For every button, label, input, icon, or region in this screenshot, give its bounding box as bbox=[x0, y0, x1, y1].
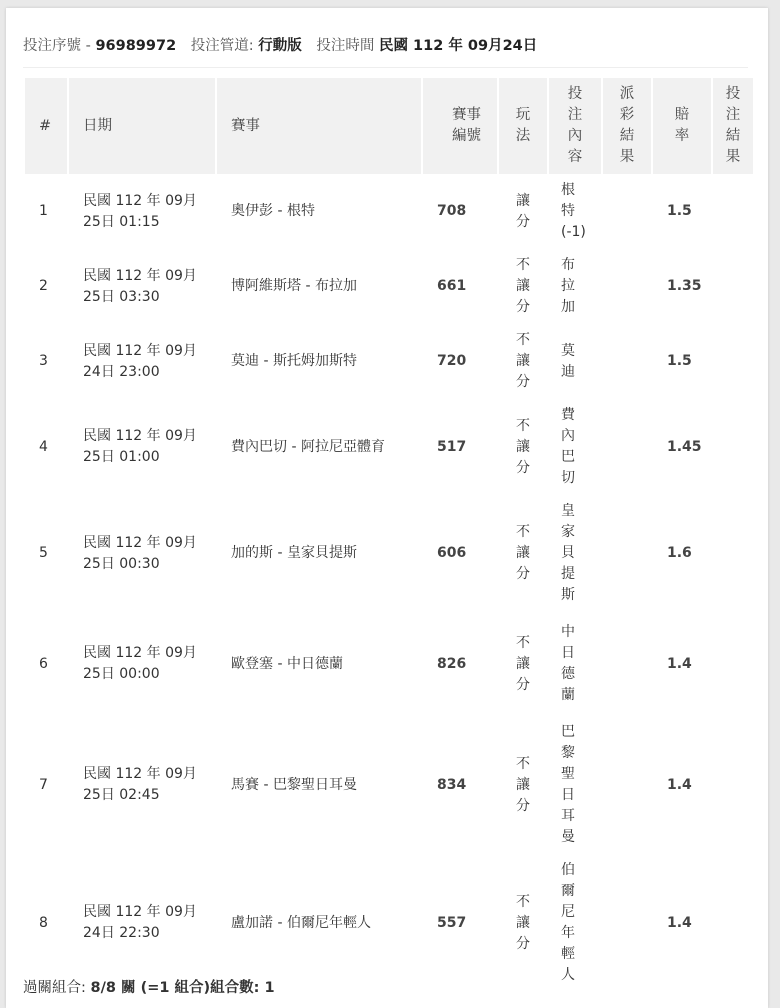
header-char: 派 bbox=[619, 86, 635, 102]
row-pick bbox=[549, 249, 601, 324]
row-pick bbox=[549, 174, 601, 249]
time-line: 24日 22:30 bbox=[83, 925, 160, 941]
play-char: 分 bbox=[516, 935, 530, 952]
play-char: 不 bbox=[516, 417, 530, 434]
col-pick bbox=[549, 78, 601, 174]
col-code bbox=[423, 78, 497, 174]
row-pick bbox=[549, 854, 601, 992]
parlay-count: 1 bbox=[264, 980, 275, 996]
pick-char: 聖 bbox=[561, 766, 575, 782]
row-payout bbox=[603, 612, 651, 716]
header-char: 注 bbox=[567, 107, 583, 123]
row-odds: 1.4 bbox=[667, 776, 692, 793]
pick-char: 日 bbox=[561, 645, 575, 661]
row-date bbox=[69, 612, 215, 716]
bet-summary-header bbox=[23, 34, 768, 55]
time-value: 民國 112 年 09月24日 bbox=[379, 38, 538, 54]
row-result bbox=[713, 249, 753, 324]
row-result bbox=[713, 612, 753, 716]
col-odds bbox=[653, 78, 711, 174]
row-date bbox=[69, 854, 215, 992]
row-num: 3 bbox=[39, 353, 48, 369]
header-divider bbox=[23, 67, 748, 68]
table-row bbox=[25, 249, 753, 324]
pick-char: 輕 bbox=[561, 946, 575, 962]
date-line: 民國 112 年 09月 bbox=[83, 645, 197, 661]
col-payout bbox=[603, 78, 651, 174]
pick-char: 費 bbox=[561, 407, 575, 423]
row-pick bbox=[549, 399, 601, 495]
play-char: 不 bbox=[516, 257, 530, 273]
play-char: 不 bbox=[516, 755, 530, 772]
row-num: 5 bbox=[39, 545, 48, 561]
row-odds: 1.4 bbox=[667, 914, 692, 931]
pick-char: 中 bbox=[561, 624, 575, 640]
table-row bbox=[25, 324, 753, 399]
pick-char: 莫 bbox=[561, 342, 575, 359]
table-header-row bbox=[25, 78, 753, 174]
play-char: 不 bbox=[516, 524, 530, 540]
bet-table bbox=[23, 78, 755, 992]
pick-char: 日 bbox=[561, 787, 575, 803]
pick-char: 尼 bbox=[561, 904, 575, 920]
row-num: 2 bbox=[39, 278, 48, 294]
row-match: 盧加諾 - 伯爾尼年輕人 bbox=[231, 914, 371, 931]
col-match: 賽事 bbox=[217, 78, 421, 174]
time-line: 24日 23:00 bbox=[83, 363, 160, 380]
pick-char: 加 bbox=[561, 299, 575, 315]
row-result bbox=[713, 174, 753, 249]
row-match: 莫迪 - 斯托姆加斯特 bbox=[231, 353, 357, 369]
header-char: 編號 bbox=[452, 128, 481, 144]
row-result bbox=[713, 854, 753, 992]
date-line: 民國 112 年 09月 bbox=[83, 428, 197, 444]
table-row bbox=[25, 716, 753, 854]
time-line: 25日 00:00 bbox=[83, 666, 160, 682]
row-odds: 1.6 bbox=[667, 545, 692, 561]
pick-char: 家 bbox=[561, 524, 575, 540]
pick-char: 蘭 bbox=[561, 687, 575, 703]
row-play bbox=[499, 495, 547, 612]
play-char: 分 bbox=[516, 299, 530, 315]
row-payout bbox=[603, 174, 651, 249]
table-row bbox=[25, 495, 753, 612]
time-line: 25日 03:30 bbox=[83, 288, 160, 305]
row-date bbox=[69, 174, 215, 249]
row-code: 661 bbox=[437, 278, 467, 294]
row-code: 834 bbox=[437, 776, 467, 793]
play-char: 不 bbox=[516, 332, 530, 348]
row-match: 馬賽 - 巴黎聖日耳曼 bbox=[231, 776, 357, 793]
parlay-summary bbox=[23, 976, 275, 997]
time-line: 25日 01:15 bbox=[83, 213, 160, 230]
header-char: 玩 bbox=[515, 107, 531, 123]
row-play bbox=[499, 174, 547, 249]
date-line: 民國 112 年 09月 bbox=[83, 534, 197, 551]
play-char: 讓 bbox=[516, 353, 530, 369]
pick-char: 人 bbox=[561, 967, 575, 983]
channel-value: 行動版 bbox=[258, 38, 302, 54]
pick-char: 拉 bbox=[561, 278, 575, 294]
serial-value: 96989972 bbox=[95, 38, 177, 54]
channel-label: 投注管道: bbox=[190, 38, 254, 54]
pick-char: 特 bbox=[561, 203, 575, 219]
pick-char: 巴 bbox=[561, 449, 575, 465]
play-char: 分 bbox=[516, 797, 530, 814]
bet-detail-card bbox=[6, 8, 768, 1008]
row-play bbox=[499, 399, 547, 495]
row-num: 8 bbox=[39, 914, 48, 931]
row-date bbox=[69, 399, 215, 495]
header-char: 結 bbox=[619, 128, 635, 144]
pick-char: 耳 bbox=[561, 808, 575, 824]
pick-char: 皇 bbox=[561, 503, 575, 519]
row-pick bbox=[549, 612, 601, 716]
parlay-rest: 關 (=1 組合)組合數: bbox=[115, 980, 265, 996]
row-payout bbox=[603, 854, 651, 992]
play-char: 不 bbox=[516, 634, 530, 651]
play-char: 讓 bbox=[516, 914, 530, 931]
row-code: 517 bbox=[437, 438, 467, 455]
play-char: 讓 bbox=[516, 278, 530, 294]
header-char: 果 bbox=[619, 149, 635, 165]
table-row bbox=[25, 612, 753, 716]
row-pick bbox=[549, 324, 601, 399]
row-play bbox=[499, 716, 547, 854]
date-line: 民國 112 年 09月 bbox=[83, 904, 197, 920]
row-play bbox=[499, 324, 547, 399]
row-num: 6 bbox=[39, 655, 48, 672]
row-code: 708 bbox=[437, 203, 467, 219]
row-play bbox=[499, 854, 547, 992]
row-num: 7 bbox=[39, 776, 48, 793]
play-char: 讓 bbox=[516, 192, 530, 209]
row-pick bbox=[549, 495, 601, 612]
pick-char: 爾 bbox=[561, 883, 575, 899]
row-match: 歐登塞 - 中日德蘭 bbox=[231, 655, 343, 672]
row-odds: 1.4 bbox=[667, 655, 692, 672]
play-char: 分 bbox=[516, 676, 530, 693]
row-num: 4 bbox=[39, 438, 48, 455]
row-result bbox=[713, 399, 753, 495]
row-play bbox=[499, 249, 547, 324]
time-line: 25日 00:30 bbox=[83, 555, 160, 572]
row-num: 1 bbox=[39, 203, 48, 219]
row-result bbox=[713, 495, 753, 612]
pick-char: 切 bbox=[561, 470, 575, 486]
header-char: 內 bbox=[567, 128, 583, 144]
row-match: 博阿維斯塔 - 布拉加 bbox=[231, 278, 357, 294]
row-code: 606 bbox=[437, 545, 467, 561]
pick-char: 斯 bbox=[561, 587, 575, 603]
play-char: 不 bbox=[516, 893, 530, 910]
play-char: 分 bbox=[516, 374, 530, 390]
row-date bbox=[69, 324, 215, 399]
row-payout bbox=[603, 324, 651, 399]
pick-char: 伯 bbox=[561, 862, 575, 878]
header-char: 法 bbox=[515, 128, 531, 144]
parlay-combo: 8/8 bbox=[90, 980, 116, 996]
date-line: 民國 112 年 09月 bbox=[83, 192, 197, 209]
pick-char: 迪 bbox=[561, 363, 575, 380]
play-char: 分 bbox=[516, 566, 530, 582]
row-result bbox=[713, 716, 753, 854]
row-odds: 1.35 bbox=[667, 278, 702, 294]
header-char: 容 bbox=[567, 149, 583, 165]
row-code: 720 bbox=[437, 353, 467, 369]
pick-char: (-1) bbox=[561, 224, 586, 240]
pick-char: 德 bbox=[561, 666, 575, 682]
col-num: # bbox=[25, 78, 67, 174]
pick-char: 巴 bbox=[561, 724, 575, 740]
row-result bbox=[713, 324, 753, 399]
row-payout bbox=[603, 249, 651, 324]
col-result bbox=[713, 78, 753, 174]
row-match: 奧伊彭 - 根特 bbox=[231, 203, 315, 219]
date-line: 民國 112 年 09月 bbox=[83, 342, 197, 359]
row-odds: 1.45 bbox=[667, 438, 702, 455]
table-row bbox=[25, 399, 753, 495]
play-char: 分 bbox=[516, 213, 530, 230]
table-row bbox=[25, 854, 753, 992]
play-char: 讓 bbox=[516, 776, 530, 793]
play-char: 讓 bbox=[516, 545, 530, 561]
pick-char: 貝 bbox=[561, 545, 575, 561]
time-line: 25日 01:00 bbox=[83, 449, 160, 465]
table-row bbox=[25, 174, 753, 249]
date-line: 民國 112 年 09月 bbox=[83, 766, 197, 782]
pick-char: 年 bbox=[561, 925, 575, 941]
row-payout bbox=[603, 495, 651, 612]
pick-char: 布 bbox=[561, 257, 575, 273]
header-char: 賠 bbox=[674, 107, 690, 123]
row-pick bbox=[549, 716, 601, 854]
header-char: 投 bbox=[567, 86, 583, 102]
header-char: 果 bbox=[725, 149, 741, 165]
header-char: 彩 bbox=[619, 107, 635, 123]
row-payout bbox=[603, 716, 651, 854]
row-code: 557 bbox=[437, 914, 467, 931]
row-match: 費內巴切 - 阿拉尼亞體育 bbox=[231, 438, 385, 455]
time-line: 25日 02:45 bbox=[83, 787, 160, 803]
pick-char: 曼 bbox=[561, 829, 575, 845]
row-date bbox=[69, 249, 215, 324]
header-char: 投 bbox=[725, 86, 741, 102]
col-date: 日期 bbox=[69, 78, 215, 174]
play-char: 分 bbox=[516, 459, 530, 476]
row-odds: 1.5 bbox=[667, 353, 692, 369]
time-label: 投注時間 bbox=[316, 38, 375, 54]
pick-char: 提 bbox=[561, 566, 575, 582]
header-char: 率 bbox=[674, 128, 690, 144]
date-line: 民國 112 年 09月 bbox=[83, 267, 197, 284]
row-date bbox=[69, 716, 215, 854]
header-char: 注 bbox=[725, 107, 741, 123]
play-char: 讓 bbox=[516, 438, 530, 455]
row-odds: 1.5 bbox=[667, 203, 692, 219]
serial-label: 投注序號 - bbox=[23, 38, 91, 54]
parlay-prefix: 過關組合: bbox=[23, 980, 91, 996]
header-char: 賽事 bbox=[452, 107, 481, 123]
row-date bbox=[69, 495, 215, 612]
play-char: 讓 bbox=[516, 655, 530, 672]
pick-char: 內 bbox=[561, 428, 575, 444]
row-play bbox=[499, 612, 547, 716]
pick-char: 根 bbox=[561, 182, 575, 198]
row-code: 826 bbox=[437, 655, 467, 672]
pick-char: 黎 bbox=[561, 745, 575, 761]
col-play bbox=[499, 78, 547, 174]
header-char: 結 bbox=[725, 128, 741, 144]
row-match: 加的斯 - 皇家貝提斯 bbox=[231, 545, 357, 561]
row-payout bbox=[603, 399, 651, 495]
